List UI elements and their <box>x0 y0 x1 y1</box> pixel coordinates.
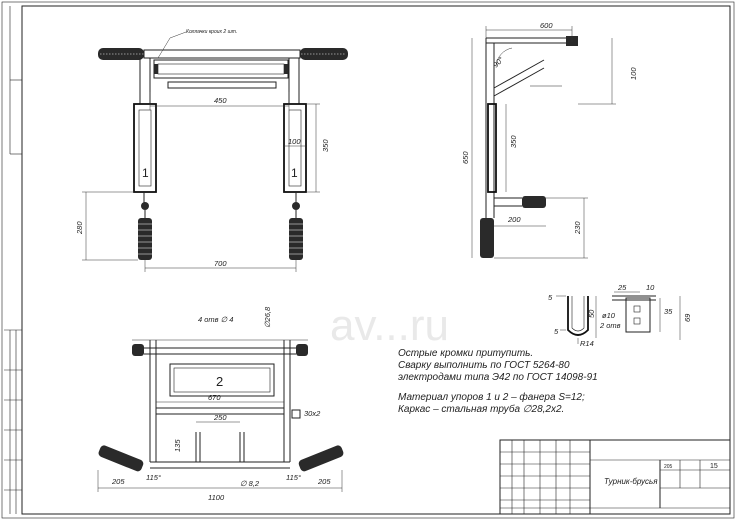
plan-dim-profile: 30x2 <box>304 409 321 418</box>
plan-dim-pipe: ∅26,8 <box>263 306 272 328</box>
note-line-5: Каркас – стальная труба ∅28,2x2. <box>398 404 565 415</box>
pad-label-right: 1 <box>291 166 298 180</box>
plan-right-grip <box>297 444 344 472</box>
plan-pad-label: 2 <box>216 374 224 389</box>
dim-100-front: 100 <box>288 137 301 146</box>
detail-dim-d: 25 <box>618 283 627 292</box>
dim-230: 230 <box>573 221 582 234</box>
note-line-2: Сварку выполнить по ГОСТ 5264-80 <box>398 360 570 371</box>
side-pad <box>488 104 496 192</box>
dim-280: 280 <box>75 221 84 234</box>
side-lower-grip <box>480 218 494 258</box>
note-line-1: Острые кромки притупить. <box>398 348 534 359</box>
plan-callout-holes: 4 отв ∅ 4 <box>198 315 234 324</box>
plan-left-grip <box>97 444 144 472</box>
dim-700: 700 <box>214 259 227 268</box>
plan-dim-1100: 1100 <box>208 493 225 502</box>
title-name: Турник-брусья <box>604 477 658 486</box>
dim-90deg: 90° <box>491 55 506 70</box>
title-num: 205 <box>664 464 673 470</box>
detail-dim-c: 5 <box>554 327 559 336</box>
note-line-4: Материал упоров 1 и 2 – фанера S=12; <box>398 392 585 403</box>
dim-100-side: 100 <box>629 67 638 80</box>
dim-600: 600 <box>540 21 553 30</box>
plan-dim-115-left: 115° <box>146 473 161 482</box>
plan-dim-250: 250 <box>214 413 227 422</box>
detail-view <box>556 292 680 344</box>
plan-dim-135: 135 <box>173 439 182 452</box>
dim-350-side: 350 <box>509 135 518 148</box>
plan-dim-82: ∅ 8,2 <box>240 479 260 488</box>
title-sheet: 15 <box>710 463 718 470</box>
dim-350-front: 350 <box>321 139 330 152</box>
detail-dim-g: 69 <box>683 313 692 322</box>
dim-650: 650 <box>461 151 470 164</box>
detail-dim-a: 5 <box>548 293 553 302</box>
dim-450: 450 <box>214 96 227 105</box>
note-line-3: электродами типа Э42 по ГОСТ 14098-91 <box>398 372 598 383</box>
left-lower-grip <box>138 218 152 260</box>
plan-dim-205-right: 205 <box>318 477 331 486</box>
detail-dim-radius: R14 <box>580 339 594 348</box>
right-lower-grip <box>289 218 303 260</box>
detail-dim-b: 50 <box>587 309 596 318</box>
detail-dim-e: 10 <box>646 283 655 292</box>
binding-strip <box>4 6 22 514</box>
pad-label-left: 1 <box>142 166 149 180</box>
plan-dim-205-left: 205 <box>112 477 125 486</box>
plan-dim-670: 670 <box>208 393 221 402</box>
detail-dim-f: 35 <box>664 307 673 316</box>
dim-200: 200 <box>508 215 521 224</box>
detail-dim-hole: ø10 <box>602 311 615 320</box>
plan-dim-115-right: 115° <box>286 473 301 482</box>
top-bracket <box>154 60 288 78</box>
crossbar <box>168 82 276 88</box>
front-view <box>82 32 348 272</box>
front-callout: Коллачки кроих 2 шт. <box>186 29 238 35</box>
watermark: av...ru <box>330 301 450 350</box>
detail-dim-holes: 2 отв <box>600 321 621 330</box>
